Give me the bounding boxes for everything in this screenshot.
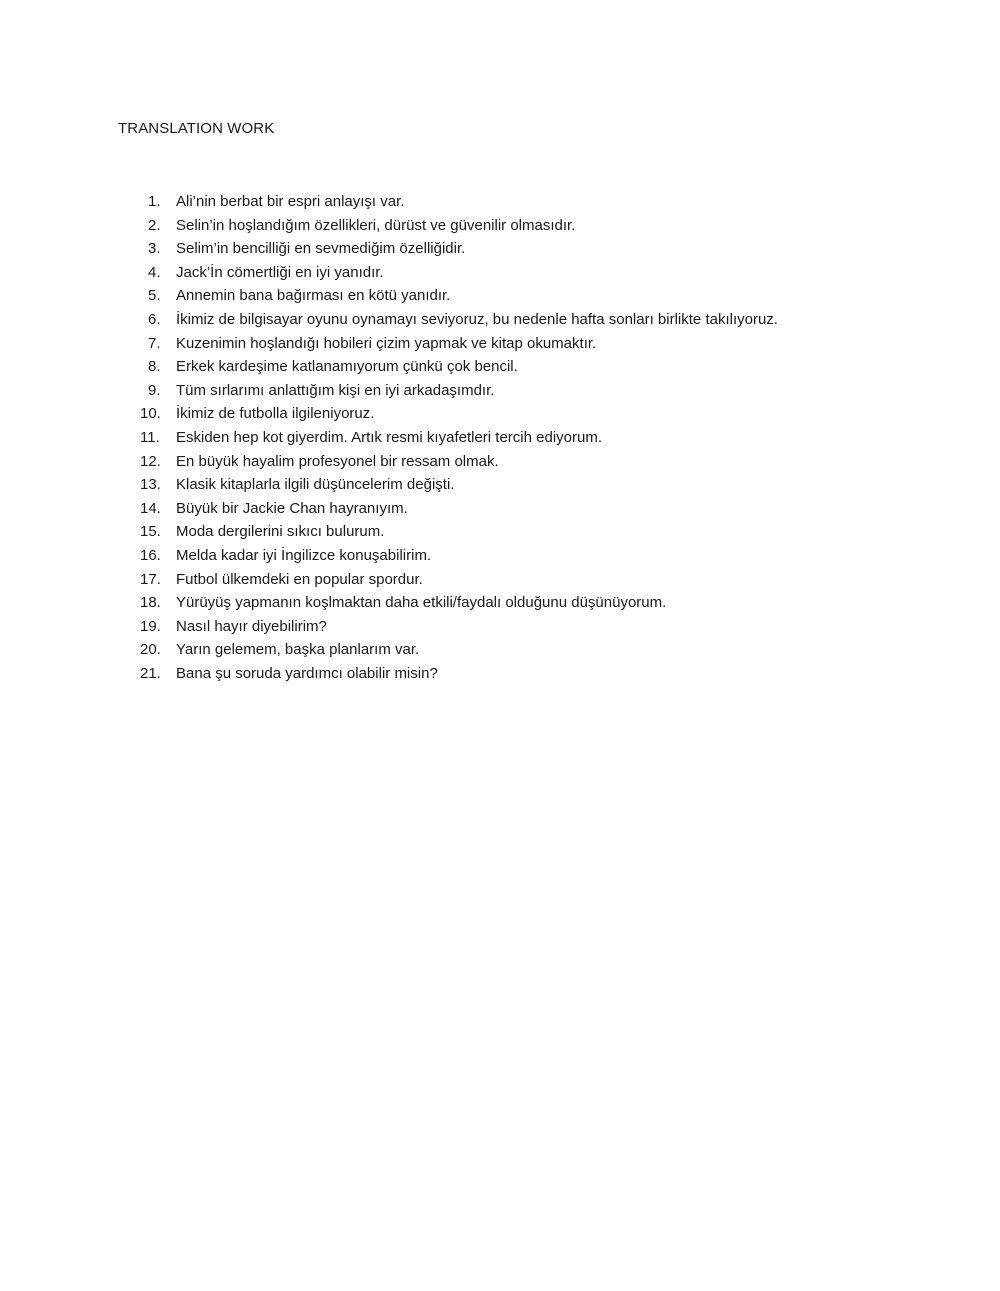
item-text: Jack’İn cömertliği en iyi yanıdır. (176, 263, 384, 281)
list-item (140, 332, 778, 356)
item-number: 8. (148, 358, 161, 376)
list-item (140, 355, 778, 379)
item-text: Melda kadar iyi İngilizce konuşabilirim. (176, 546, 432, 564)
item-number: 11. (140, 428, 160, 446)
item-number: 15. (140, 523, 161, 541)
item-number: 16. (140, 546, 161, 564)
item-text: İkimiz de bilgisayar oyunu oynamayı seviyoruz, bu nedenle hafta sonları birlikte takılıyoruz. (176, 310, 778, 328)
item-number: 5. (148, 287, 161, 305)
list-item (140, 497, 778, 521)
list-item (140, 379, 778, 403)
item-number: 19. (140, 617, 161, 635)
list-item (140, 214, 778, 238)
document-title: TRANSLATION WORK (118, 120, 275, 137)
item-number: 13. (140, 476, 161, 494)
item-text: Selin’in hoşlandığım özellikleri, dürüst ve güvenilir olmasıdır. (176, 216, 576, 234)
item-number: 4. (148, 263, 161, 281)
item-text: İkimiz de futbolla ilgileniyoruz. (176, 405, 375, 423)
item-number: 21. (140, 664, 161, 682)
item-number: 9. (148, 381, 161, 399)
list-item (140, 237, 778, 261)
item-text: Tüm sırlarımı anlattığım kişi en iyi arkadaşımdır. (176, 381, 495, 399)
item-text: Selim’in bencilliği en sevmediğim özelliğidir. (176, 240, 466, 258)
item-text: Bana şu soruda yardımcı olabilir misin? (176, 664, 438, 682)
item-text: Erkek kardeşime katlanamıyorum çünkü çok bencil. (176, 358, 518, 376)
list-item (140, 308, 778, 332)
item-text: Nasıl hayır diyebilirim? (176, 617, 327, 635)
item-text: En büyük hayalim profesyonel bir ressam olmak. (176, 452, 499, 470)
list-item (140, 568, 778, 592)
list-item (140, 450, 778, 474)
list-item (140, 591, 778, 615)
item-number: 6. (148, 310, 161, 328)
item-text: Annemin bana bağırması en kötü yanıdır. (176, 287, 451, 305)
list-item (140, 426, 778, 450)
item-text: Klasik kitaplarla ilgili düşüncelerim değişti. (176, 476, 455, 494)
sentence-list (140, 190, 778, 685)
item-number: 7. (148, 334, 161, 352)
list-item (140, 638, 778, 662)
item-number: 2. (148, 216, 161, 234)
item-text: Yürüyüş yapmanın koşlmaktan daha etkili/faydalı olduğunu düşünüyorum. (176, 594, 667, 612)
list-item (140, 261, 778, 285)
item-number: 18. (140, 594, 161, 612)
item-number: 1. (148, 193, 161, 210)
list-item (140, 662, 778, 686)
item-number: 3. (148, 240, 161, 258)
list-item (140, 284, 778, 308)
list-item (140, 402, 778, 426)
item-text: Büyük bir Jackie Chan hayranıyım. (176, 499, 408, 517)
item-text: Kuzenimin hoşlandığı hobileri çizim yapmak ve kitap okumaktır. (176, 334, 597, 352)
item-text: Ali’nin berbat bir espri anlayışı var. (176, 193, 405, 210)
item-number: 12. (140, 452, 161, 470)
list-item (140, 473, 778, 497)
item-text: Yarın gelemem, başka planlarım var. (176, 641, 420, 659)
item-number: 14. (140, 499, 161, 517)
item-text: Eskiden hep kot giyerdim. Artık resmi kıyafetleri tercih ediyorum. (176, 428, 602, 446)
item-text: Moda dergilerini sıkıcı bulurum. (176, 523, 385, 541)
list-item (140, 520, 778, 544)
item-number: 20. (140, 641, 161, 659)
item-number: 10. (140, 405, 161, 423)
list-item (140, 544, 778, 568)
item-number: 17. (140, 570, 161, 588)
list-item (140, 190, 778, 214)
list-item (140, 615, 778, 639)
item-text: Futbol ülkemdeki en popular spordur. (176, 570, 423, 588)
